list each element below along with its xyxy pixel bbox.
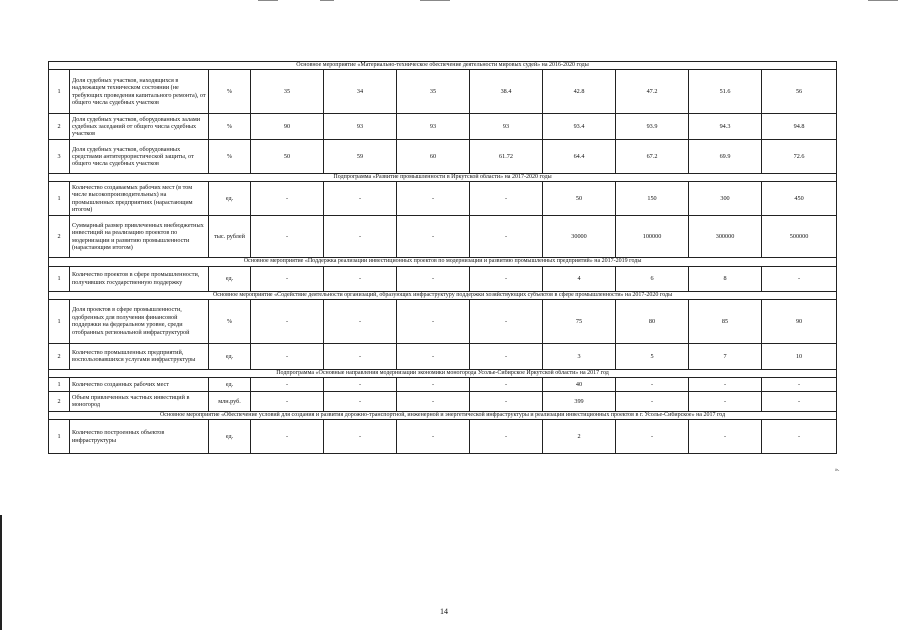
value-cell: 30000: [543, 216, 616, 258]
value-cell: -: [324, 377, 397, 391]
table-row: [49, 70, 837, 114]
value-cell: 399: [543, 391, 616, 411]
row-number-cell: 3: [49, 140, 70, 174]
indicator-name-cell: Доля судебных участков, оборудованных залами судебных заседаний от общего числа судебных участков: [70, 114, 209, 140]
value-cell: -: [251, 420, 324, 454]
unit-cell: %: [209, 70, 251, 114]
value-cell: 100000: [616, 216, 689, 258]
value-cell: 85: [689, 299, 762, 343]
value-cell: -: [762, 391, 837, 411]
value-cell: -: [251, 377, 324, 391]
unit-cell: %: [209, 299, 251, 343]
row-number-cell: 1: [49, 299, 70, 343]
row-number-cell: 1: [49, 70, 70, 114]
value-cell: -: [470, 377, 543, 391]
value-cell: -: [470, 343, 543, 369]
section-title: Подпрограмма «Развитие промышленности в Иркутской области» на 2017-2020 годы: [49, 174, 837, 182]
value-cell: 150: [616, 182, 689, 216]
value-cell: 75: [543, 299, 616, 343]
row-number-cell: 2: [49, 216, 70, 258]
value-cell: -: [324, 266, 397, 291]
value-cell: 38.4: [470, 70, 543, 114]
value-cell: -: [762, 377, 837, 391]
unit-cell: тыс. рублей: [209, 216, 251, 258]
row-number-cell: 1: [49, 377, 70, 391]
value-cell: 3: [543, 343, 616, 369]
value-cell: 61.72: [470, 140, 543, 174]
value-cell: 93: [397, 114, 470, 140]
value-cell: 500000: [762, 216, 837, 258]
value-cell: -: [397, 216, 470, 258]
value-cell: -: [251, 216, 324, 258]
indicator-name-cell: Количество созданных рабочих мест: [70, 377, 209, 391]
value-cell: -: [324, 420, 397, 454]
value-cell: 90: [251, 114, 324, 140]
value-cell: 93: [324, 114, 397, 140]
value-cell: -: [689, 377, 762, 391]
value-cell: 67.2: [616, 140, 689, 174]
value-cell: -: [324, 343, 397, 369]
scan-edge-line: [320, 0, 334, 1]
value-cell: -: [324, 216, 397, 258]
section-header-row: [49, 369, 837, 377]
value-cell: 50: [251, 140, 324, 174]
table-row: [49, 391, 837, 411]
value-cell: -: [470, 266, 543, 291]
row-number-cell: 1: [49, 266, 70, 291]
indicator-name-cell: Количество промышленных предприятий, воспользовавшихся услугами инфраструктуры: [70, 343, 209, 369]
section-header-row: [49, 291, 837, 299]
value-cell: -: [470, 420, 543, 454]
indicator-name-cell: Количество построенных объектов инфраструктуры: [70, 420, 209, 454]
section-header-row: [49, 411, 837, 419]
value-cell: 60: [397, 140, 470, 174]
value-cell: -: [251, 299, 324, 343]
scan-edge-line: [258, 0, 278, 1]
section-title: Основное мероприятие «Содействие деятельности организаций, образующих инфраструктуру поддержки хозяйствующих субъектов в сфере промышленности» на 2017-2020 годы: [49, 291, 837, 299]
value-cell: -: [762, 420, 837, 454]
table-row: [49, 216, 837, 258]
value-cell: 5: [616, 343, 689, 369]
value-cell: 51.6: [689, 70, 762, 114]
indicator-name-cell: Объем привлеченных частных инвестиций в моногород: [70, 391, 209, 411]
value-cell: -: [397, 266, 470, 291]
value-cell: 300000: [689, 216, 762, 258]
value-cell: 69.9: [689, 140, 762, 174]
scan-left-margin-mark: [0, 515, 2, 630]
section-header-row: [49, 174, 837, 182]
value-cell: -: [470, 299, 543, 343]
row-number-cell: 2: [49, 391, 70, 411]
value-cell: -: [762, 266, 837, 291]
scan-edge-line: [420, 0, 450, 1]
value-cell: -: [251, 391, 324, 411]
value-cell: -: [397, 377, 470, 391]
row-number-cell: 2: [49, 343, 70, 369]
section-title: Подпрограмма «Основные направления модернизации экономики моногорода Усолье-Сибирское Иркутской области» на 2017 год: [49, 369, 837, 377]
indicators-table: [48, 61, 837, 454]
indicator-name-cell: Доля судебных участков, находящихся в надлежащем техническом состоянии (не требующих проведения капитального ремонта), от общего числа судебных участков: [70, 70, 209, 114]
unit-cell: ед.: [209, 377, 251, 391]
table-row: [49, 343, 837, 369]
value-cell: -: [397, 420, 470, 454]
value-cell: -: [616, 420, 689, 454]
unit-cell: %: [209, 140, 251, 174]
value-cell: 42.8: [543, 70, 616, 114]
table-row: [49, 140, 837, 174]
table-row: [49, 266, 837, 291]
value-cell: 93.4: [543, 114, 616, 140]
value-cell: 40: [543, 377, 616, 391]
indicator-name-cell: Количество создаваемых рабочих мест (в том числе высокопроизводительных) на промышленных предприятиях (нарастающим итогом): [70, 182, 209, 216]
unit-cell: ед.: [209, 343, 251, 369]
value-cell: -: [470, 216, 543, 258]
value-cell: 35: [397, 70, 470, 114]
value-cell: 6: [616, 266, 689, 291]
table-row: [49, 377, 837, 391]
unit-cell: ед.: [209, 420, 251, 454]
value-cell: 4: [543, 266, 616, 291]
value-cell: -: [689, 420, 762, 454]
section-title: Основное мероприятие «Обеспечение условий для создания и развития дорожно-транспортной, инженерной и энергетической инфраструктуры и реализации инвестиционных проектов в г. Усолье-Сибирское» на 2017 год: [49, 411, 837, 419]
value-cell: -: [324, 182, 397, 216]
value-cell: -: [324, 391, 397, 411]
unit-cell: ед.: [209, 266, 251, 291]
value-cell: -: [397, 299, 470, 343]
value-cell: -: [397, 182, 470, 216]
table-end-mark: ».: [835, 467, 840, 473]
section-title: Основное мероприятие «Поддержка реализации инвестиционных проектов по модернизации и развитию промышленных предприятий» на 2017-2019 годы: [49, 258, 837, 266]
value-cell: -: [470, 391, 543, 411]
indicator-name-cell: Количество проектов в сфере промышленности, получивших государственную поддержку: [70, 266, 209, 291]
value-cell: -: [251, 266, 324, 291]
value-cell: 80: [616, 299, 689, 343]
value-cell: 2: [543, 420, 616, 454]
scan-edge-line: [868, 0, 898, 1]
unit-cell: %: [209, 114, 251, 140]
value-cell: -: [251, 343, 324, 369]
page-number: 14: [440, 607, 448, 616]
indicator-name-cell: Доля проектов в сфере промышленности, одобренных для получения финансовой поддержки на федеральном уровне, среди отобранных региональной инфраструктурой: [70, 299, 209, 343]
table-row: [49, 182, 837, 216]
table-row: [49, 299, 837, 343]
value-cell: -: [470, 182, 543, 216]
value-cell: -: [689, 391, 762, 411]
value-cell: 72.6: [762, 140, 837, 174]
value-cell: -: [616, 391, 689, 411]
value-cell: 8: [689, 266, 762, 291]
row-number-cell: 1: [49, 420, 70, 454]
value-cell: 90: [762, 299, 837, 343]
value-cell: 7: [689, 343, 762, 369]
value-cell: 47.2: [616, 70, 689, 114]
table-row: [49, 114, 837, 140]
value-cell: 450: [762, 182, 837, 216]
section-title: Основное мероприятие «Материально-техническое обеспечение деятельности мировых судей» на 2016-2020 годы: [49, 62, 837, 70]
value-cell: -: [324, 299, 397, 343]
value-cell: 34: [324, 70, 397, 114]
value-cell: 93: [470, 114, 543, 140]
value-cell: 94.8: [762, 114, 837, 140]
unit-cell: млн.руб.: [209, 391, 251, 411]
value-cell: 10: [762, 343, 837, 369]
row-number-cell: 2: [49, 114, 70, 140]
indicator-name-cell: Суммарный размер привлеченных внебюджетных инвестиций на реализацию проектов по модернизации и развитию промышленности (нарастающим итогом): [70, 216, 209, 258]
unit-cell: ед.: [209, 182, 251, 216]
value-cell: -: [616, 377, 689, 391]
value-cell: 35: [251, 70, 324, 114]
section-header-row: [49, 62, 837, 70]
value-cell: 59: [324, 140, 397, 174]
value-cell: 56: [762, 70, 837, 114]
section-header-row: [49, 258, 837, 266]
indicator-name-cell: Доля судебных участков, оборудованных средствами антитеррористической защиты, от общего числа судебных участков: [70, 140, 209, 174]
value-cell: 94.3: [689, 114, 762, 140]
value-cell: -: [397, 391, 470, 411]
value-cell: -: [251, 182, 324, 216]
value-cell: 64.4: [543, 140, 616, 174]
value-cell: 93.9: [616, 114, 689, 140]
value-cell: 300: [689, 182, 762, 216]
row-number-cell: 1: [49, 182, 70, 216]
table-row: [49, 420, 837, 454]
value-cell: 50: [543, 182, 616, 216]
value-cell: -: [397, 343, 470, 369]
